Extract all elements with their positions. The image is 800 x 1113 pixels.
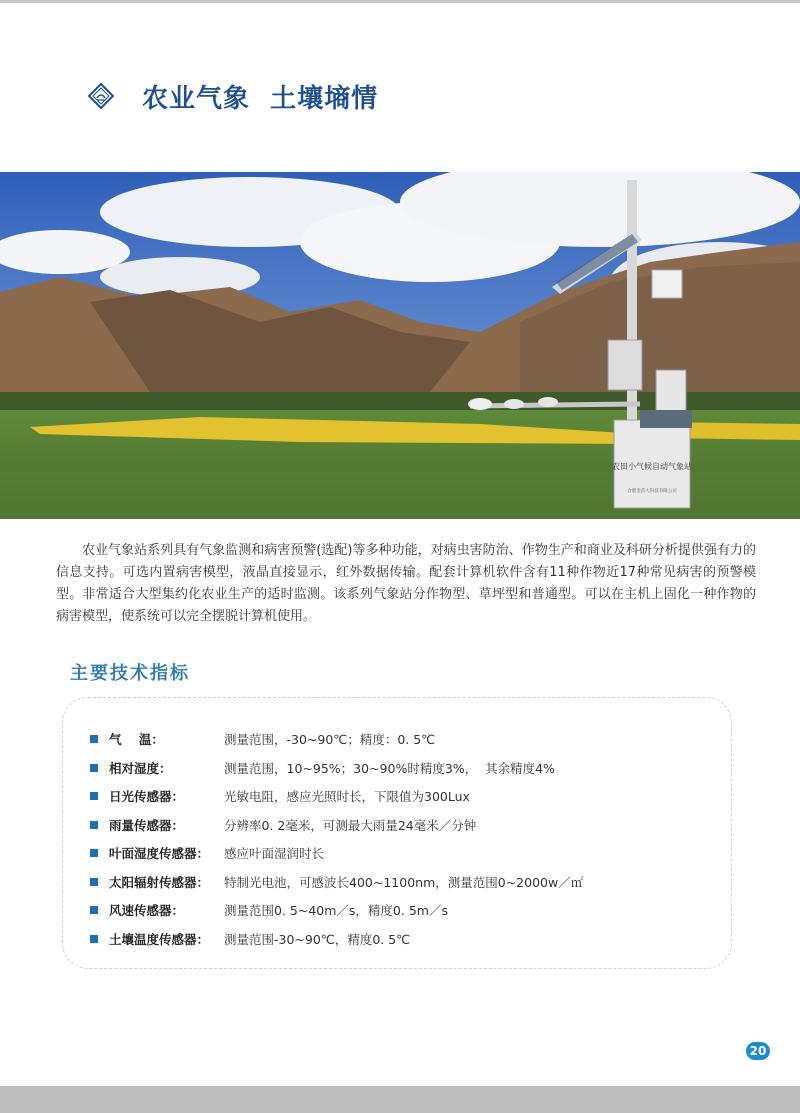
page-number: 20: [746, 1042, 770, 1060]
bullet-square-icon: [90, 935, 98, 943]
spec-value: 特制光电池，可感波长400~1100nm，测量范围0~2000w／㎡: [224, 874, 584, 890]
spec-row-humidity: [90, 754, 710, 783]
bullet-square-icon: [90, 764, 98, 772]
spec-value: 测量范围，10~95%；30~90%时精度3%， 其余精度4%: [224, 760, 555, 776]
bullet-square-icon: [90, 849, 98, 857]
spec-label: 叶面湿度传感器：: [109, 846, 210, 862]
spec-row-rainfall: [90, 811, 710, 840]
spec-row-leaf-wetness: [90, 839, 710, 868]
station-sublabel: 合肥金苗大科技有限公司: [627, 489, 677, 494]
bullet-square-icon: [90, 735, 98, 743]
spec-value: 感应叶面湿润时长: [224, 846, 325, 862]
intro-paragraph: [56, 540, 756, 628]
spec-row-sunlight: [90, 782, 710, 811]
spec-label: 日光传感器：: [109, 789, 185, 805]
footer-bar: [0, 1086, 800, 1113]
spec-label: 土壤温度传感器：: [109, 931, 210, 947]
intro-text: 农业气象站系列具有气象监测和病害预警(选配)等多种功能，对病虫害防治、作物生产和商业及科研分析提供强有力的信息支持。可选内置病害模型，液晶直接显示，红外数据传输。配套计算机软件含有11种作物近17种常见病害的预警模型。非常适合大型集约化农业生产的适时监测。该系列气象站分作物型、草坪型和普通型。可以在主机上固化一种作物的病害模型，使系统可以完全摆脱计算机使用。: [56, 543, 756, 624]
spec-value: 测量范围，-30~90℃；精度：0. 5℃: [224, 732, 436, 748]
spec-value: 光敏电阻，感应光照时长，下限值为300Lux: [224, 789, 470, 805]
bullet-square-icon: [90, 906, 98, 914]
spec-value: 测量范围0. 5~40m／s，精度0. 5m／s: [224, 903, 448, 919]
page-header: [88, 78, 378, 114]
spec-row-wind-speed: [90, 896, 710, 925]
spec-value: 测量范围-30~90℃，精度0. 5℃: [224, 931, 411, 947]
spec-list: [90, 725, 710, 953]
section-title: 主要技术指标: [70, 663, 190, 684]
station-label: 农田小气候自动气象站: [612, 462, 692, 471]
spec-label: 气 温：: [109, 732, 164, 748]
spec-value: 分辨率0. 2毫米，可测最大雨量24毫米／分钟: [224, 817, 477, 833]
spec-row-solar-radiation: [90, 868, 710, 897]
spec-label: 风速传感器：: [109, 903, 185, 919]
page-title: 农业气象 土壤墒情: [142, 83, 379, 114]
weather-station-photo: [0, 172, 800, 519]
weather-logo-icon: [88, 83, 114, 109]
top-rule: [0, 0, 800, 3]
spec-row-temperature: [90, 725, 710, 754]
bullet-square-icon: [90, 821, 98, 829]
spec-label: 相对湿度：: [109, 760, 172, 776]
spec-row-soil-temperature: [90, 925, 710, 954]
spec-label: 雨量传感器：: [109, 817, 185, 833]
bullet-square-icon: [90, 792, 98, 800]
spec-label: 太阳辐射传感器：: [109, 874, 210, 890]
bullet-square-icon: [90, 878, 98, 886]
